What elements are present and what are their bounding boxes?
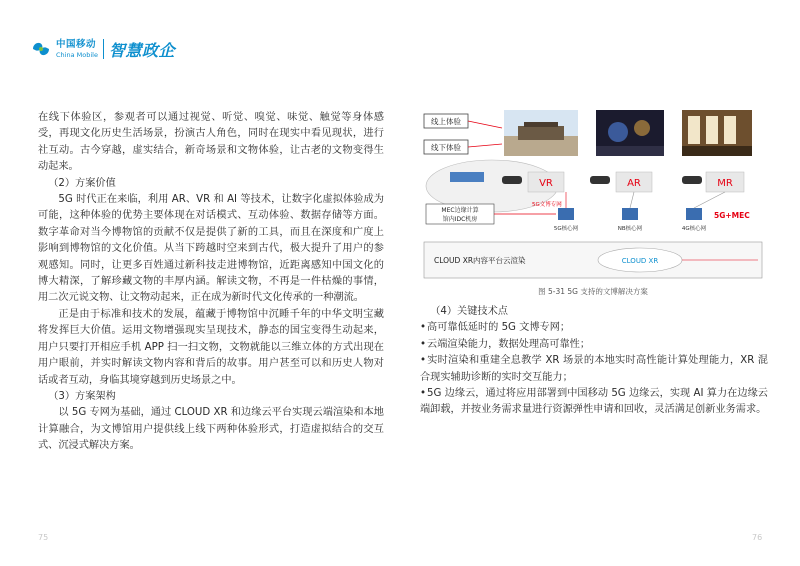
mec-label-2: 馆内IDC机房 bbox=[442, 216, 478, 223]
ar-label: AR bbox=[627, 178, 641, 189]
paragraph-5g-era: 5G 时代正在来临，利用 AR、VR 和 AI 等技术，让数字化虚拟体验成为可能，这种体验的优势主要体现在对话模式、互动体验、数据存储等方面。数字革命对当今博物馆的贡献不仅是提供了新的工具，而且在深度和广度上影响到博物馆的文化价值。从当下跨越时空来到古代，极大提升了用户的参观感知。同时，让更多百姓通过新科技走进博物馆，近距离感知中国文化的博大精深，了解珍藏文物的丰厚内涵。解读文物，不再是一件枯燥的事情，用二次元说文物、让文物动起来，正在成为新时代文化传承的一种潮流。 bbox=[38, 194, 384, 304]
museum-photo-ar bbox=[596, 110, 664, 156]
page-number-left: 75 bbox=[38, 533, 49, 542]
right-column bbox=[420, 304, 768, 419]
paragraph-architecture: 以 5G 专网为基础，通过 CLOUD XR 和边缘云平台实现云端渲染和本地计算融合，为文博馆用户提供线上线下两种体验形式，打造虚拟结合的交互式、沉浸式解决方案。 bbox=[38, 407, 384, 452]
china-mobile-logo-icon bbox=[30, 38, 52, 60]
cloud-platform-label: CLOUD XR内容平台云渲染 bbox=[434, 256, 526, 265]
page-header bbox=[30, 36, 175, 62]
online-label: 线上体验 bbox=[431, 117, 461, 126]
core-4g bbox=[682, 208, 707, 232]
brand-en: China Mobile bbox=[56, 50, 98, 59]
net-label: 5G文博专网 bbox=[532, 202, 562, 208]
online-arrow bbox=[468, 121, 502, 128]
header-slogan: 智慧政企 bbox=[108, 40, 175, 60]
mr-headset-icon bbox=[682, 176, 702, 184]
solution-diagram bbox=[420, 108, 766, 284]
figure-caption: 图 5-31 5G 支持的文博解决方案 bbox=[538, 287, 648, 296]
core-4g-label: 4G核心网 bbox=[681, 226, 707, 232]
brand-cn: 中国移动 bbox=[56, 39, 97, 50]
server-icon bbox=[450, 172, 484, 182]
ar-headset-icon bbox=[590, 176, 610, 184]
brand-name bbox=[56, 40, 98, 58]
paragraph-offline-experience: 在线下体验区，参观者可以通过视觉、听觉、嗅觉、味觉、触觉等身体感受，再现文化历史生活场景，扮演古人角色，同时在现实中看见现状，进行社互动。古今穿越，虚实结合，新奇场景和文物体验，让古老的文物变得生动起来。 bbox=[38, 112, 384, 173]
bullet-cloud-render: • 云端渲染能力，数据处理高可靠性； bbox=[420, 337, 768, 353]
core-nb-label: NB核心网 bbox=[617, 226, 643, 232]
vr-headset-icon bbox=[502, 176, 522, 184]
heading-key-tech: （4）关键技术点 bbox=[430, 306, 508, 317]
mr-label: MR bbox=[717, 178, 733, 189]
offline-arrow bbox=[468, 144, 502, 147]
museum-photo-vr bbox=[504, 110, 578, 156]
ar-link bbox=[630, 192, 634, 208]
bullet-5g-network: • 高可靠低延时的 5G 文博专网； bbox=[420, 320, 768, 336]
bullet-edge-cloud: • 5G 边缘云，通过将应用部署到中国移动 5G 边缘云，实现 AI 算力在边缘云端卸载，并按业务需求量进行资源弹性申请和回收，灵活满足创新业务需求。 bbox=[420, 386, 768, 419]
paragraph-standards: 正是由于标准和技术的发展，蕴藏于博物馆中沉睡千年的中华文明宝藏将发挥巨大价值。运用文物增强现实呈现技术，静态的国宝变得生动起来，用户只要打开相应手机 APP 扫一扫文物，文物就能以三维立体的方式出现在用户眼前，并实时解读文物内容和背后的故事。用户甚至可以和历史人物对话或者互动，身临其境穿越到历史场景之中。 bbox=[38, 308, 384, 386]
mr-link bbox=[694, 192, 725, 208]
bullet-realtime-render: • 实时渲染和重建全息教学 XR 场景的本地实时高性能计算处理能力，XR 混合现实辅助诊断的实时交互能力； bbox=[420, 353, 768, 386]
vr-label: VR bbox=[539, 178, 553, 189]
tag-5g-mec: 5G+MEC bbox=[714, 211, 750, 220]
header-divider bbox=[103, 39, 104, 59]
mec-label-1: MEC边缘计算 bbox=[441, 207, 479, 214]
offline-label: 线下体验 bbox=[431, 143, 461, 152]
museum-photo-mr bbox=[682, 110, 752, 156]
cloud-xr-label: CLOUD XR bbox=[621, 257, 659, 265]
heading-solution-value: （2）方案价值 bbox=[48, 177, 116, 189]
left-column bbox=[38, 110, 384, 455]
core-5g bbox=[554, 208, 579, 232]
page-number-right: 76 bbox=[752, 533, 763, 542]
core-nb bbox=[618, 208, 643, 232]
heading-solution-architecture: （3）方案架构 bbox=[48, 390, 116, 402]
core-5g-label: 5G核心网 bbox=[553, 226, 579, 232]
